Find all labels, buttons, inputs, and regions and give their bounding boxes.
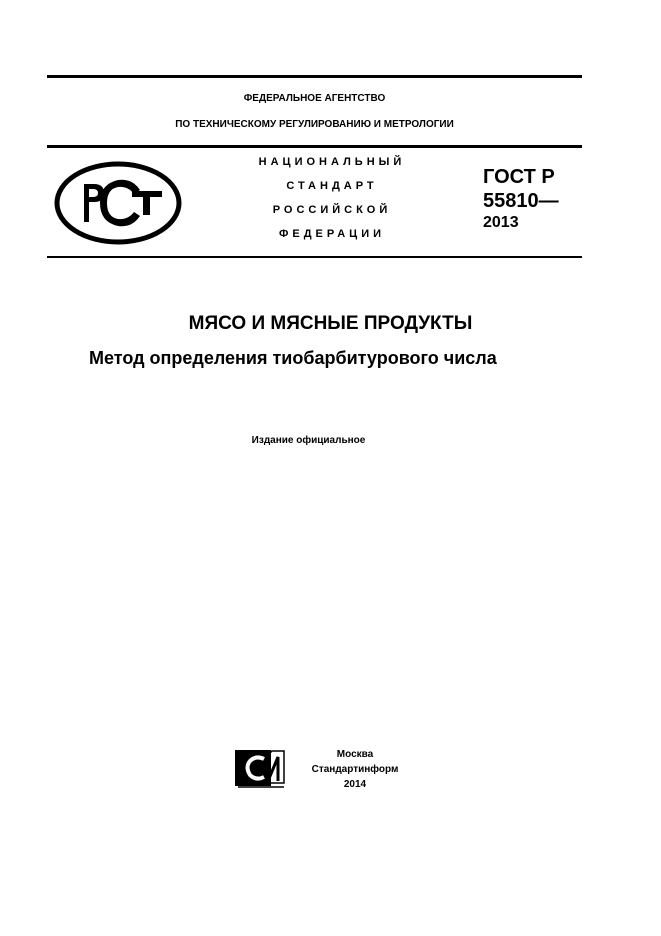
header-top-rule	[47, 75, 582, 78]
edition-label: Издание официальное	[251, 435, 366, 446]
publisher-city: Москва	[336, 749, 374, 760]
publication-year: 2014	[343, 779, 367, 790]
standard-type-line: НАЦИОНАЛЬНЫЙ	[258, 156, 406, 168]
standartinform-logo	[234, 747, 286, 789]
document-subtitle: Метод определения тиобарбитурового числа	[89, 348, 497, 368]
gost-prefix: ГОСТ Р	[483, 166, 555, 188]
standard-type-line: ФЕДЕРАЦИИ	[278, 228, 386, 240]
rst-certification-logo	[54, 160, 182, 246]
agency-name-line1: ФЕДЕРАЛЬНОЕ АГЕНТСТВО	[243, 93, 386, 104]
header-bottom-rule	[47, 256, 582, 258]
document-title: МЯСО И МЯСНЫЕ ПРОДУКТЫ	[188, 313, 473, 334]
publisher-block	[300, 747, 410, 792]
publisher-name: Стандартинформ	[311, 764, 399, 775]
gost-designation	[483, 165, 583, 233]
gost-year: 2013	[483, 214, 519, 231]
gost-number: 55810—	[483, 190, 559, 212]
header-middle-rule	[47, 145, 582, 148]
standard-type-line: СТАНДАРТ	[286, 180, 378, 192]
agency-name-line2: ПО ТЕХНИЧЕСКОМУ РЕГУЛИРОВАНИЮ И МЕТРОЛОГИИ	[175, 119, 454, 130]
standard-type-block	[232, 154, 432, 250]
standard-type-line: РОССИЙСКОЙ	[272, 204, 392, 216]
